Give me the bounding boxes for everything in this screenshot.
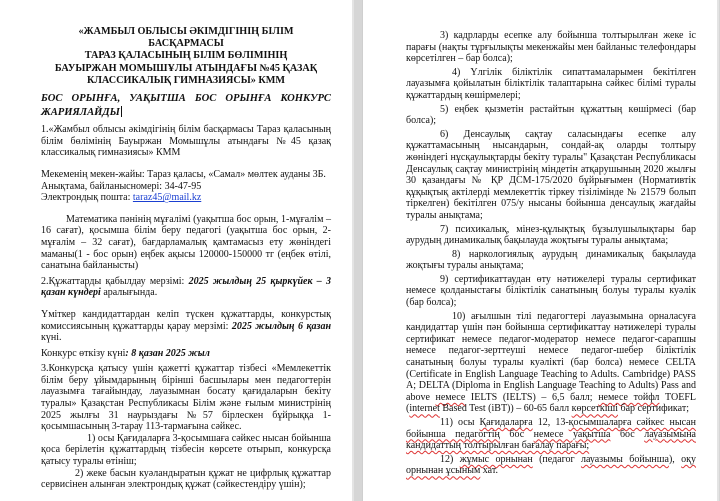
- announcement-text: ЖАРИЯЛАЙДЫ: [41, 106, 120, 118]
- contest-prefix: Конкурс өткізу күні: [41, 347, 126, 359]
- vacancies-paragraph: Математика пәнінің мұғалімі (уақытша бос орын, 1-мұғалім –16 сағат), қосымша білім беру педагогі (уақытша бос орын, 2-мұғалім – 32 сағат), бағдарламалық қамтамасыз ету жөніндегі маманы(1 - бос орын) еңбек ақысы 120000-150000 тг (еңбек өтілі, санатына байланысты): [41, 213, 331, 272]
- spellcheck-word: немесе: [435, 391, 466, 403]
- item12-text: ),: [668, 453, 682, 465]
- review-date: 2025 жылдың 6 қазан: [231, 320, 331, 332]
- deadline-prefix: 2.Құжаттарды қабылдау мерзімі:: [41, 275, 189, 287]
- document-item-10: [406, 311, 696, 415]
- announcement-heading-cont[interactable]: [41, 106, 331, 120]
- page-edge: [717, 0, 719, 501]
- item11-text: 11) осы: [440, 417, 480, 428]
- page-content: [406, 0, 696, 477]
- item10-text: 10) ағылшын тілі педагогтері лауазымына орналасуға кандидаттар үшін пән бойынша сертификаттау нәтижелері туралы сертификат немесе педагог-модератор немесе педагог-сарапшы немесе педагог-зерттеуші немесе педагог-шебер біліктілік санатының болуы туралы куәлікті (бар болса) немесе CELTA (Certificate in English Language Teaching to Adults. Cambridge) PASS A; DELTA (Diploma in English Language Teaching to Adults) Pass and above: [406, 310, 696, 403]
- email-line: [41, 192, 331, 204]
- item11-text: бос: [610, 428, 645, 440]
- document-title: [41, 26, 331, 87]
- deadline-paragraph: [41, 276, 331, 299]
- announcement-heading: БОС ОРЫНҒА, УАҚЫТША БОС ОРЫНҒА КОНКУРС: [41, 93, 331, 105]
- address-line: Мекеменің мекен-жайы: Тараз қаласы, «Самал» мөлтек ауданы 3Б.: [41, 168, 326, 180]
- phone-line: Анықтама, байланысномері: 34-47-95: [41, 180, 202, 192]
- spellcheck-word: көрсеткіші: [571, 403, 618, 415]
- item12-text: 12): [440, 453, 460, 465]
- email-label: Электрондық пошта:: [41, 192, 133, 204]
- item10-text: бар сертификат;: [617, 403, 689, 415]
- document-item-9: 9) сертификаттаудан өту нәтижелері туралы сертификат немесе қолданыстағы біліктілік санатының болуы туралы куәлік (бар болса);: [406, 273, 696, 309]
- page-content: [41, 0, 331, 491]
- title-line: КЛАССИКАЛЫҚ ГИМНАЗИЯСЫ» КММ: [86, 74, 286, 86]
- email-link[interactable]: taraz45@mail.kz: [132, 192, 202, 204]
- deadline-suffix: аралығында.: [100, 287, 158, 299]
- document-item-7: 7) психикалық, мінез-құлықтық бұзылушылықтары бар аурудың динамикалық бақылауда жоқтығы туралы анықтама;: [406, 223, 696, 247]
- item10-text: TOEFL (: [406, 391, 696, 415]
- spellcheck-word: қосымшаларға сәйкес нысан бойынша педагогтің: [406, 417, 696, 440]
- document-item-2: 2) жеке басын куәландыратын құжат не цифрлық құжаттар сервисінен алынған электрондық құжат (сәйкестендіру үшін);: [41, 467, 331, 491]
- spellcheck-word: лауазымына кандидаттың толтырылған бағалау парағы;: [406, 428, 696, 452]
- documents-intro-paragraph: 3.Конкурсқа қатысу үшін қажетті құжаттар тізбесі «Мемлекеттік білім беру ұйымдарының бірінші басшылары мен педагогтерін лауазымға тағайындау, лауазымнан босату қағидаларын бекіту туралы» Қазақстан Республикасы Білім және ғылым министрінің 2025 жылғы 31 наурыздағы №57 бірлескен бұйрыққа 1-қосымшасының 3-тарау 113-тармағына сәйкес.: [41, 363, 331, 433]
- title-line: ТАРАЗ ҚАЛАСЫНЫҢ БІЛІМ БӨЛІМІНІҢ: [84, 50, 288, 62]
- document-item-3: 3) кадрларды есепке алу бойынша толтырылған жеке іс парағы (нақты тұрғылықты мекенжайы мен байланыс телефондары көрсетілген – бар болса);: [406, 30, 696, 65]
- item10-text: Based Test (iBT)) – 60-65 балл: [439, 403, 572, 415]
- review-paragraph: [41, 309, 331, 344]
- item12-text: (педагог: [532, 453, 581, 465]
- spellcheck-word: internet: [409, 403, 440, 415]
- spellcheck-word: оқу орнынан ұсыным: [406, 453, 697, 477]
- item10-text: IELTS (IELTS) – 6,5 балл;: [465, 391, 599, 403]
- document-item-12: [406, 454, 696, 477]
- title-line: «ЖАМБЫЛ ОБЛЫСЫ ӘКІМДІГІНІҢ БІЛІМ БАСҚАРМАСЫ: [78, 26, 294, 50]
- document-item-5: 5) еңбек қызметін растайтын құжаттың көшірмесі (бар болса);: [406, 103, 696, 127]
- page-edge: [352, 0, 354, 501]
- item12-text: хат.: [480, 465, 498, 477]
- spellcheck-word: лауазымы бойынша: [580, 453, 669, 465]
- document-page-left: [0, 0, 354, 501]
- title-line: БАУЫРЖАН МОМЫШҰЛЫ АТЫНДАҒЫ №45 ҚАЗАҚ: [54, 62, 318, 74]
- spellcheck-word: немесе уақытша: [533, 428, 611, 440]
- spellcheck-word: жұмыс орнынан: [459, 453, 533, 465]
- contest-date: : 8 қазан 2025 жыл: [125, 347, 210, 359]
- document-page-right: [362, 0, 719, 501]
- deadline-dates: 2025 жылдың 25 қыркүйек – 3 қазан күндері: [41, 275, 332, 299]
- spellcheck-word: Қағидаларға: [479, 417, 533, 428]
- organization-paragraph: 1.«Жамбыл облысы әкімдігінің білім басқармасы Тараз қаласының білім бөлімінің Бауыржан Момышұлы атындағы №45 қазақ классикалық гимназиясы» КММ: [41, 124, 331, 159]
- review-prefix: Үміткер кандидаттардан келіп түскен құжаттарды, конкурстық комиссиясының құжаттарды қарау мерзімі:: [41, 308, 331, 332]
- review-suffix: күні.: [41, 332, 62, 344]
- document-item-1: 1) осы Қағидаларға 3-қосымшаға сәйкес нысан бойынша қоса берілетін құжаттардың тізбесін көрсете отырып, конкурсқа қатысу туралы өтініш;: [41, 432, 331, 468]
- text-cursor: [121, 106, 122, 117]
- item11-text: 12, 13-: [532, 417, 569, 428]
- document-item-6: 6) Денсаулық сақтау саласындағы есепке алу құжаттамасының нысандарын, сондай-ақ оларды толтыру жөніндегі нұсқаулықтарды бекіту туралы" Қазақстан Республикасы Денсаулық сақтау министрінің міндетін атқарушының 2020 жылғы 30 қазандағы № ҚР ДСМ-175/2020 бұйрығымен (Нормативтік құқықтық актілерді мемлекеттік тіркеу тізілімінде № 21579 болып тіркелген) бекітілген 075/у нысаны бойынша денсаулық жағдайы туралы анықтама;: [406, 128, 696, 221]
- document-item-4: 4) Үлгілік біліктілік сипаттамаларымен бекітілген лауазымға қойылатын біліктілік талаптарына сәйкес білімі туралы құжаттардың көшірмелері;: [406, 66, 696, 101]
- spellcheck-word: немесе тойфл: [598, 391, 660, 403]
- document-item-8: 8) наркологиялық аурудың динамикалық бақылауда жоқтығы туралы анықтама;: [406, 248, 696, 272]
- contest-date-paragraph: [41, 348, 331, 360]
- item11-text: бос: [499, 428, 534, 440]
- document-item-11: [406, 417, 696, 452]
